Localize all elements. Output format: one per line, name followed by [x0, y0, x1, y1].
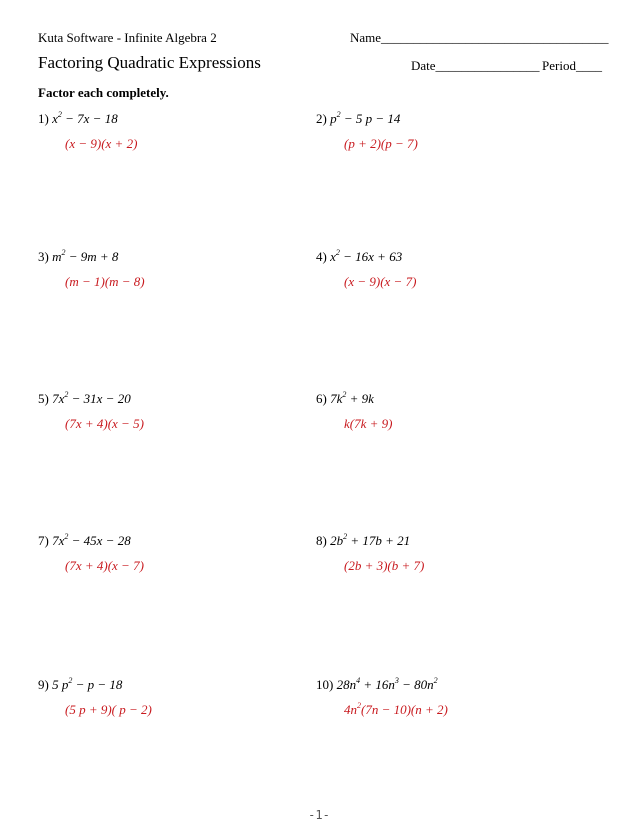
- name-field[interactable]: Name___________________________________: [350, 30, 609, 45]
- publisher-label: Kuta Software - Infinite Algebra 2: [38, 30, 217, 45]
- problem-number: 10): [316, 677, 334, 692]
- worksheet-title: Factoring Quadratic Expressions: [38, 53, 261, 72]
- problem-4: 4) $x^2 - 16x + 63$: [316, 248, 403, 264]
- problem-number: 2): [316, 111, 327, 126]
- answer-9: (5 p + 9)( p − 2): [65, 702, 152, 717]
- problem-number: 7): [38, 533, 49, 548]
- page-number: -1-: [308, 808, 330, 822]
- problem-number: 6): [316, 391, 327, 406]
- problem-number: 8): [316, 533, 327, 548]
- answer-7: (7x + 4)(x − 7): [65, 558, 144, 573]
- problem-10: 10) $28n^4 + 16n^3 - 80n^2$: [316, 676, 438, 692]
- problem-7: 7) $7x^2 - 45x - 28$: [38, 532, 131, 548]
- instructions: Factor each completely.: [38, 85, 169, 100]
- answer-6: k(7k + 9): [344, 416, 393, 431]
- answer-4: (x − 9)(x − 7): [344, 274, 417, 289]
- answer-1: (x − 9)(x + 2): [65, 136, 138, 151]
- problem-6: 6) $7k^2 + 9k$: [316, 390, 374, 406]
- problem-number: 3): [38, 249, 49, 264]
- problem-number: 4): [316, 249, 327, 264]
- period-field[interactable]: Period____: [542, 58, 602, 73]
- problem-5: 5) $7x^2 - 31x - 20$: [38, 390, 131, 406]
- problem-number: 9): [38, 677, 49, 692]
- answer-2: (p + 2)(p − 7): [344, 136, 418, 151]
- answer-3: (m − 1)(m − 8): [65, 274, 145, 289]
- problem-9: 9) 5 $p^2 - p - 18$: [38, 676, 123, 692]
- problem-1: 1) $x^2 - 7x - 18$: [38, 110, 118, 126]
- problem-number: 5): [38, 391, 49, 406]
- problem-2: 2) $p^2 - 5$ p − 14: [316, 110, 401, 126]
- answer-10: $4n^2(7n - 10)(n + 2)$: [344, 701, 448, 717]
- problem-3: 3) $m^2 - 9m + 8$: [38, 248, 119, 264]
- problem-8: 8) $2b^2 + 17b + 21$: [316, 532, 411, 548]
- answer-8: (2b + 3)(b + 7): [344, 558, 425, 573]
- date-field[interactable]: Date________________: [411, 58, 540, 73]
- answer-5: (7x + 4)(x − 5): [65, 416, 144, 431]
- problem-number: 1): [38, 111, 49, 126]
